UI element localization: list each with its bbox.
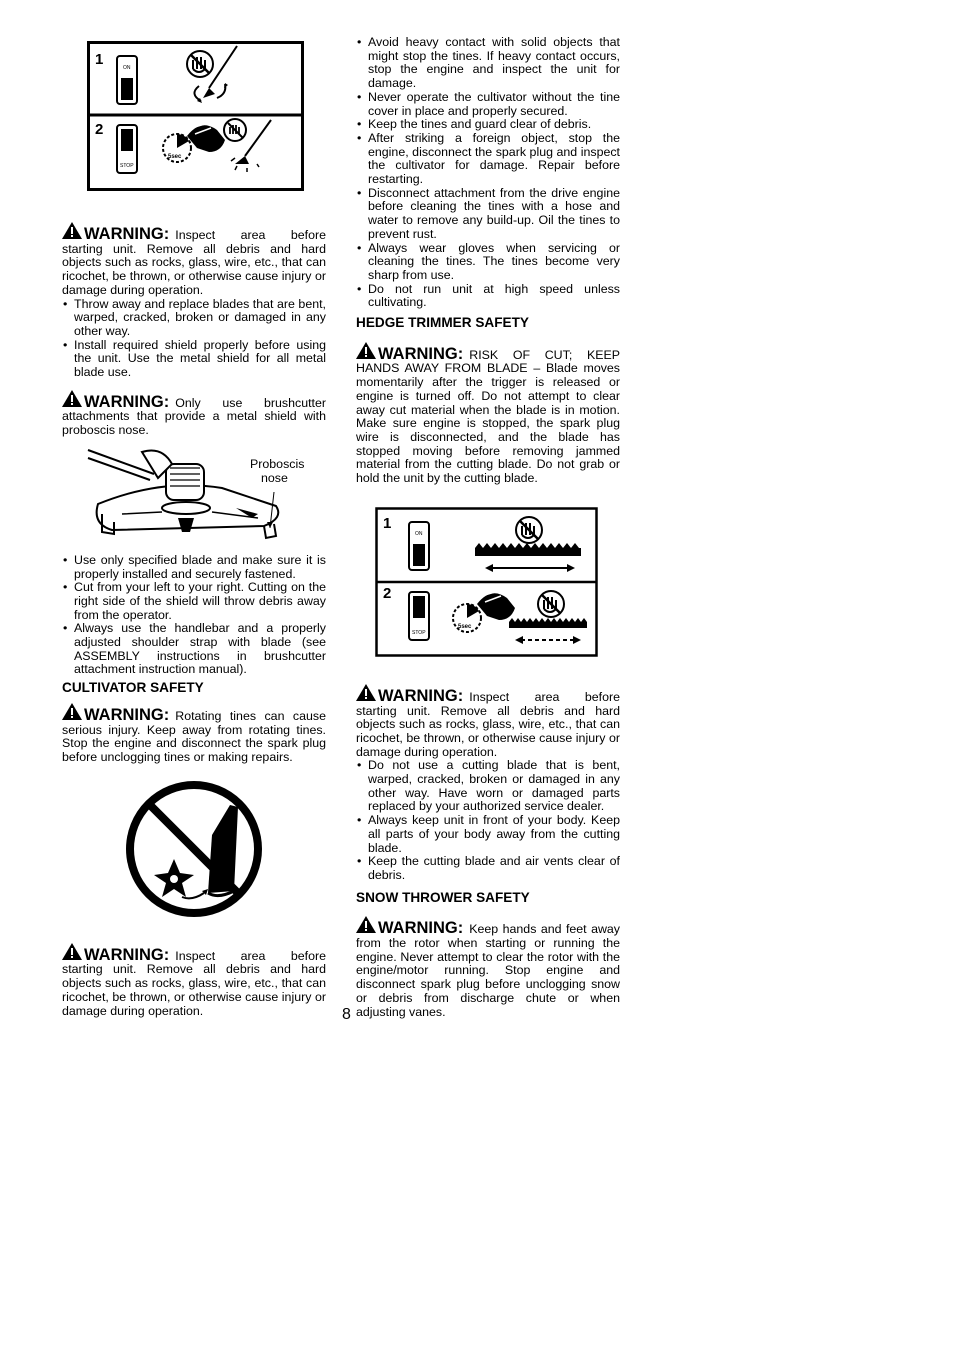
warning-label: WARNING:: [84, 945, 170, 964]
warning-heading: [62, 943, 169, 963]
warning-triangle-icon: [62, 390, 82, 407]
warning-label: WARNING:: [84, 392, 170, 411]
warning-inspect-text: Inspect area before starting unit. Remove all debris and hard objects such as rocks, glass, wire, etc., that can ricochet, be thrown, or otherwise cause injury or damage during operation.: [62, 948, 326, 1018]
stop-procedure-diagram: [87, 36, 305, 192]
list-item: • Install required shield properly before using the unit. Use the metal shield for all metal blade use.: [62, 339, 326, 380]
switch-stop-icon: [409, 592, 429, 640]
waiting-hand-icon: [477, 592, 515, 620]
no-hands-tines-symbol: [62, 775, 326, 925]
warning-triangle-icon: [62, 703, 82, 720]
no-hands-tines-figure: [62, 775, 326, 925]
warning-inspect-text: Inspect area before starting unit. Remove all debris and hard objects such as rocks, glass, wire, etc., that can ricochet, be thrown, or otherwise cause injury or damage during operation.: [62, 228, 326, 297]
warning-triangle-icon: [356, 916, 376, 933]
warning-label: WARNING:: [378, 686, 464, 705]
list-item: • Cut from your left to your right. Cutting on the right side of the shield will throw debris away from the operator.: [62, 581, 326, 622]
list-item: • Always use the handlebar and a properly adjusted shoulder strap with blade (see ASSEMBLY instructions in brushcutter attachment instruction manual).: [62, 622, 326, 677]
warning-label: WARNING:: [378, 344, 464, 363]
list-item: • Throw away and replace blades that are bent, warped, cracked, broken or damaged in any other way.: [62, 298, 326, 339]
warning-inspect-area: [62, 222, 326, 298]
warning-heading: [62, 390, 169, 410]
cultivator-bullet-list: [356, 36, 620, 310]
proboscis-label-line2: nose: [261, 470, 288, 485]
timer-label: 5sec: [458, 623, 472, 630]
warning-triangle-icon: [356, 342, 376, 359]
warning-hedge-text: RISK OF CUT; KEEP HANDS AWAY FROM BLADE – Blade moves momentarily after the trigger is released or engine is turned off. Do not attempt to clear away cut material when the blade is in motion. Make sure engine is stopped, the spark plug wire is disconnected, and the blade has stopped moving before removing jammed material from the cutting blade. Do not grab or hold the unit by the cutting blade.: [356, 347, 620, 486]
hedge-stop-diagram: [375, 506, 599, 658]
hedge-blade-stopped-icon: [509, 618, 587, 644]
brushcutter-bullet-list: [62, 554, 326, 677]
warning-cultivator-text: Rotating tines can cause serious injury. Keep away from rotating tines. Stop the engine and disconnect the spark plug before unclogging tines or making repairs.: [62, 708, 326, 764]
warning-heading: [356, 342, 463, 362]
left-column: [62, 36, 326, 1018]
waiting-hand-icon: [187, 124, 225, 152]
list-item: • Always wear gloves when servicing or cleaning the tines. The tines become very sharp from use.: [356, 242, 620, 283]
cultivator-safety-title: CULTIVATOR SAFETY: [62, 680, 204, 696]
blade-bullet-list: [62, 298, 326, 380]
proboscis-label-line1: Proboscis: [250, 456, 305, 471]
list-item: • Never operate the cultivator without the tine cover in place and properly secured.: [356, 91, 620, 118]
switch-on-icon: [117, 56, 137, 104]
warning-snow-thrower: [356, 916, 620, 1019]
snow-thrower-safety-title: SNOW THROWER SAFETY: [356, 889, 530, 905]
switch-stop-icon: [117, 125, 137, 173]
warning-inspect-area-2: [62, 943, 326, 1019]
switch-stop-label: STOP: [120, 163, 134, 169]
list-item: • Avoid heavy contact with solid objects that might stop the tines. If heavy contact occurs, stop the engine and inspect the unit for damage.: [356, 36, 620, 91]
warning-inspect-area-3: [356, 684, 620, 760]
no-hand-icon: [516, 517, 542, 543]
step-1-number: 1: [95, 51, 104, 68]
warning-heading: [356, 684, 463, 704]
warning-label: WARNING:: [84, 705, 170, 724]
warning-brushcutter: [62, 390, 326, 438]
proboscis-nose-figure: [62, 448, 326, 552]
warning-hedge-trimmer: [356, 342, 620, 486]
warning-label: WARNING:: [84, 225, 170, 243]
list-item: • After striking a foreign object, stop the engine, disconnect the spark plug and inspect the cultivator for damage. Repair before restarting.: [356, 132, 620, 187]
right-column: [356, 36, 620, 1019]
warning-heading: [62, 222, 169, 242]
warning-cultivator: [62, 703, 326, 765]
warning-heading: [356, 916, 463, 936]
warning-triangle-icon: [62, 222, 82, 239]
warning-triangle-icon: [356, 684, 376, 701]
stop-procedure-figure: [87, 36, 305, 192]
no-hand-icon-2: [224, 119, 246, 141]
warning-heading: [62, 703, 169, 723]
warning-label: WARNING:: [378, 919, 464, 938]
warning-triangle-icon: [62, 943, 82, 960]
timer-label: 5sec: [168, 154, 182, 160]
switch-on-icon: [409, 522, 429, 570]
list-item: • Always keep unit in front of your body. Keep all parts of your body away from the cutting blade.: [356, 814, 620, 855]
switch-on-label: ON: [415, 530, 423, 537]
hedge-blade-moving-icon: [475, 543, 581, 572]
page-number: 8: [342, 1006, 351, 1023]
switch-on-label: ON: [123, 65, 131, 71]
hedge-trimmer-safety-title: HEDGE TRIMMER SAFETY: [356, 315, 529, 331]
list-item: • Use only specified blade and make sure it is properly installed and securely fastened.: [62, 554, 326, 581]
list-item: • Keep the tines and guard clear of debris.: [356, 118, 620, 132]
warning-snow-text: Keep hands and feet away from the rotor when starting or running the engine. Never attempt to clear the rotor with the engine/motor running. Stop engine and disconnect spark plug before unclogging snow or debris from discharge chute or when adjusting vanes.: [356, 922, 620, 1019]
switch-stop-label: STOP: [412, 629, 426, 636]
brushcutter-shield-illustration: [62, 448, 326, 552]
no-hand-icon: [187, 51, 213, 77]
step-2-number: 2: [383, 584, 392, 602]
step-2-number: 2: [95, 121, 104, 138]
warning-inspect-text: Inspect area before starting unit. Remove all debris and hard objects such as rocks, glass, wire, etc., that can ricochet, be thrown, or otherwise cause injury or damage during operation.: [356, 689, 620, 759]
list-item: • Do not run unit at high speed unless cultivating.: [356, 283, 620, 310]
warning-brushcutter-text: Only use brushcutter attachments that provide a metal shield with proboscis nose.: [62, 395, 326, 438]
no-hand-icon-2: [538, 591, 564, 617]
hedge-stop-figure: [375, 506, 599, 658]
timer-icon: [453, 604, 481, 632]
timer-icon: [163, 134, 191, 162]
step-1-number: 1: [383, 514, 392, 532]
hedge-bullet-list: [356, 759, 620, 882]
list-item: • Keep the cutting blade and air vents clear of debris.: [356, 855, 620, 882]
list-item: • Disconnect attachment from the drive engine before cleaning the tines with a hose and water to remove any build-up. Oil the tines to prevent rust.: [356, 187, 620, 242]
list-item: • Do not use a cutting blade that is bent, warped, cracked, broken or damaged in any other way. Have worn or damaged parts replaced by your authorized service dealer.: [356, 759, 620, 814]
